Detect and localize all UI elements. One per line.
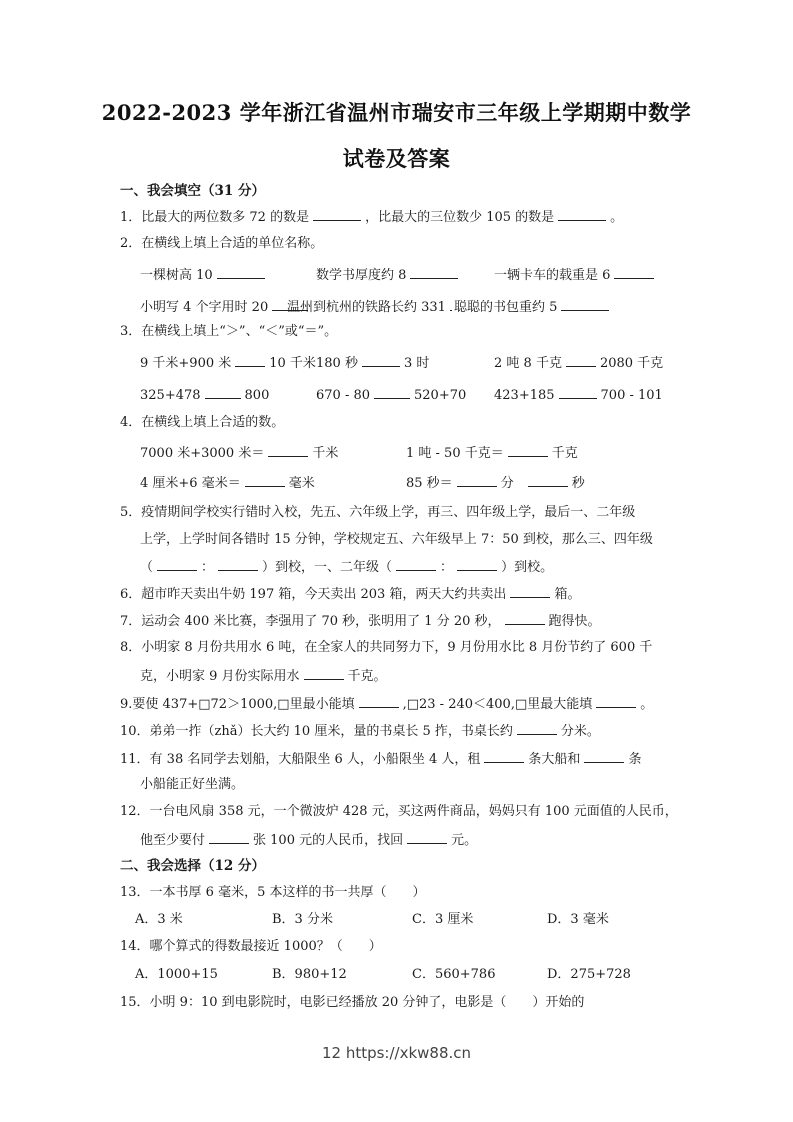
question-12-line2: 他至少要付 张 100 元的人民币，找回 元。 [140, 833, 478, 848]
answer-blank[interactable] [484, 750, 524, 763]
compare-item: 670 - 80 520+70 [316, 388, 467, 403]
option-a[interactable]: A．1000+15 [135, 967, 218, 982]
compare-item: 180 秒 3 时 [316, 356, 430, 371]
question-11-line2: 小船能正好坐满。 [140, 777, 245, 792]
question-6: 6．超市昨天卖出牛奶 197 箱，今天卖出 203 箱，两天大约共卖出 箱。 [120, 587, 581, 602]
answer-blank[interactable] [566, 354, 596, 367]
question-12-line1: 12．一台电风扇 358 元，一个微波炉 428 元，买这两件商品，妈妈只有 100 元面值的人民币， [120, 804, 678, 819]
page-title-line2: 试卷及答案 [342, 146, 451, 171]
question-1: 1．比最大的两位数多 72 的数是 ，比最大的三位数少 105 的数是 。 [120, 210, 624, 225]
question-2-item: 一辆卡车的载重是 6 [494, 266, 658, 284]
answer-blank[interactable] [559, 386, 597, 399]
answer-blank[interactable] [558, 208, 606, 221]
answer-blank[interactable] [218, 558, 258, 571]
question-2-item: 温州到杭州的铁路长约 331 [287, 298, 456, 316]
answer-blank[interactable] [362, 354, 400, 367]
conversion-item: 4 厘米+6 毫米＝ 毫米 [140, 476, 315, 491]
answer-blank[interactable] [209, 831, 249, 844]
question-5-line3: （ ： ）到校，一、二年级（ ： ）到校。 [140, 560, 554, 575]
option-b[interactable]: B．980+12 [272, 967, 347, 982]
question-8-line1: 8．小明家 8 月份共用水 6 吨，在全家人的共同努力下，9 月份用水比 8 月份节约了 600 千 [120, 640, 653, 655]
compare-item: 9 千米+900 米 10 千米 [140, 356, 316, 371]
question-10: 10．弟弟一拃（zhǎ）长大约 10 厘米，量的书桌长 5 拃，书桌长约 分米。 [120, 724, 600, 739]
question-13-stem: 13．一本书厚 6 毫米，5 本这样的书一共厚（ ） [120, 885, 426, 900]
answer-blank[interactable] [359, 695, 399, 708]
option-c[interactable]: C．560+786 [412, 967, 496, 982]
question-11-line1: 11．有 38 名同学去划船，大船限坐 6 人，小船限坐 4 人，租 条大船和 条 [120, 752, 642, 767]
compare-item: 2 吨 8 千克 2080 千克 [494, 356, 664, 371]
answer-blank[interactable] [410, 266, 458, 279]
answer-blank[interactable] [407, 831, 447, 844]
answer-blank[interactable] [205, 386, 241, 399]
compare-item: 325+478 800 [140, 388, 270, 403]
question-2-stem: 2．在横线上填上合适的单位名称。 [120, 236, 324, 251]
section-heading-fill-blank: 一、我会填空（31 分） [120, 183, 265, 199]
answer-blank[interactable] [508, 444, 548, 457]
page-footer: 12 https://xkw88.cn [321, 1044, 472, 1062]
question-14-stem: 14．哪个算式的得数最接近 1000？（ ） [120, 939, 382, 954]
compare-item: 423+185 700 - 101 [494, 388, 663, 403]
option-d[interactable]: D．3 毫米 [547, 912, 609, 927]
answer-blank[interactable] [313, 208, 361, 221]
conversion-item: 85 秒＝ 分 秒 [406, 476, 585, 491]
option-a[interactable]: A．3 米 [135, 912, 183, 927]
option-d[interactable]: D．275+728 [547, 967, 631, 982]
answer-blank[interactable] [584, 750, 624, 763]
question-5-line2: 上学，上学时间各错时 15 分钟，学校规定五、六年级早上 7：50 到校，那么三、四年级 [140, 532, 653, 547]
answer-blank[interactable] [268, 444, 308, 457]
answer-blank[interactable] [505, 612, 545, 625]
option-b[interactable]: B．3 分米 [272, 912, 333, 927]
section-heading-multiple-choice: 二、我会选择（12 分） [120, 858, 265, 874]
answer-blank[interactable] [450, 298, 452, 311]
question-5-line1: 5．疫情期间学校实行错时入校，先五、六年级上学，再三、四年级上学，最后一、二年级 [120, 505, 636, 520]
answer-blank[interactable] [510, 585, 550, 598]
answer-blank[interactable] [528, 474, 568, 487]
question-3-stem: 3．在横线上填上“＞”、“＜”或“＝”。 [120, 324, 338, 339]
conversion-item: 1 吨 - 50 千克＝ 千克 [406, 446, 578, 461]
answer-blank[interactable] [217, 266, 265, 279]
answer-blank[interactable] [396, 558, 436, 571]
question-2-item: 一棵树高 10 [140, 266, 269, 284]
question-4-stem: 4．在横线上填上合适的数。 [120, 415, 285, 430]
answer-blank[interactable] [245, 474, 285, 487]
answer-blank[interactable] [235, 354, 265, 367]
answer-blank[interactable] [457, 474, 497, 487]
page-title-line1: 2022-2023 学年浙江省温州市瑞安市三年级上学期期中数学 [101, 100, 692, 125]
answer-blank[interactable] [457, 558, 497, 571]
question-2-item: 数学书厚度约 8 [316, 266, 462, 284]
conversion-item: 7000 米+3000 米＝ 千米 [140, 446, 339, 461]
question-8-line2: 克，小明家 9 月份实际用水 千克。 [140, 669, 387, 684]
option-c[interactable]: C．3 厘米 [412, 912, 474, 927]
question-2-item: 小明写 4 个字用时 20 [140, 298, 312, 316]
question-2-item: 聪聪的书包重约 5 [454, 298, 613, 316]
answer-blank[interactable] [374, 386, 410, 399]
question-15-stem: 15．小明 9：10 到电影院时，电影已经播放 20 分钟了，电影是（ ）开始的 [120, 995, 585, 1010]
answer-blank[interactable] [614, 266, 654, 279]
answer-blank[interactable] [561, 298, 609, 311]
answer-blank[interactable] [596, 695, 636, 708]
answer-blank[interactable] [517, 722, 557, 735]
question-7: 7．运动会 400 米比赛，李强用了 70 秒，张明用了 1 分 20 秒， 跑得快。 [120, 614, 601, 629]
answer-blank[interactable] [304, 667, 344, 680]
question-9: 9.要使 437+□72＞1000,□里最小能填 ,□23 - 240＜400,□里最大能填 。 [120, 697, 654, 712]
answer-blank[interactable] [157, 558, 197, 571]
